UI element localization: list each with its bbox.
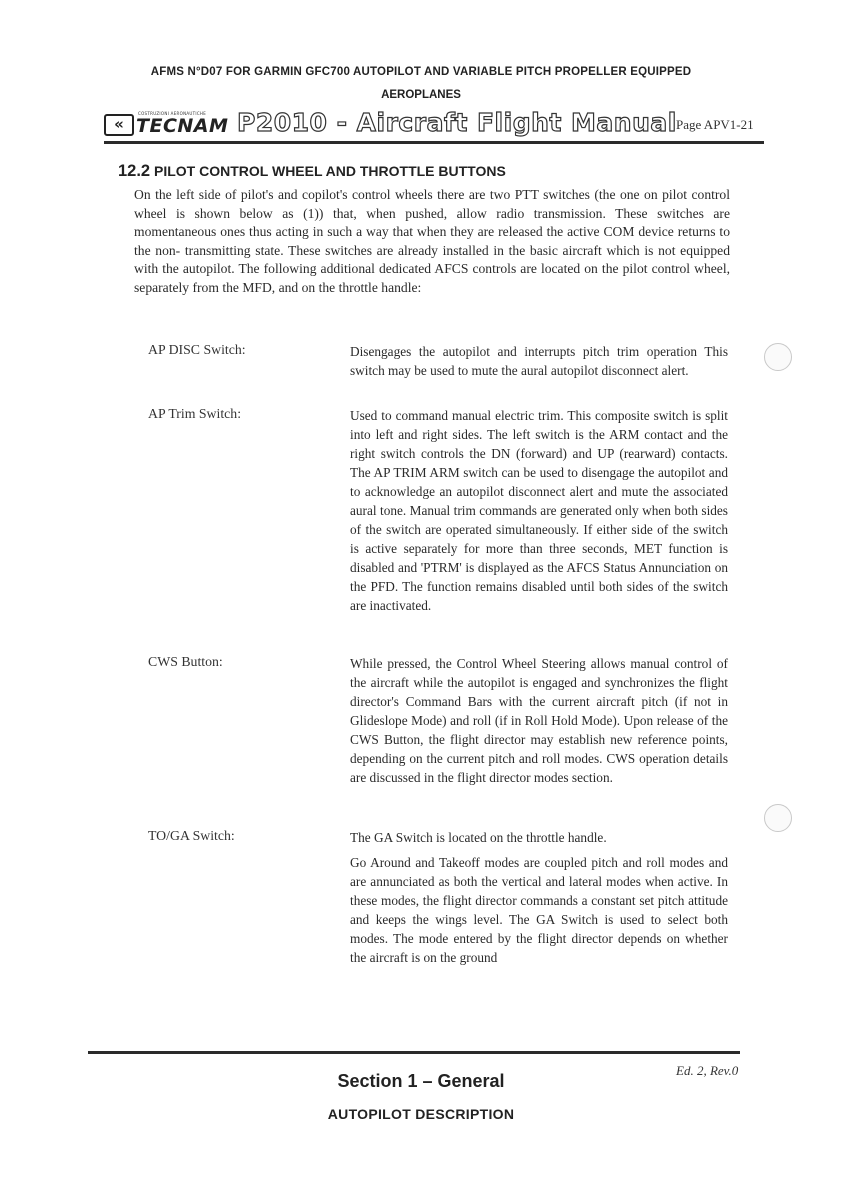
description-paragraph: The GA Switch is located on the throttle handle. — [350, 830, 607, 845]
description-paragraph: Go Around and Takeoff modes are coupled pitch and roll modes and are annunciated as both the vertical and lateral modes when active. In these modes, the flight director commands a constant set pitch attitude and keeps the wings level. The GA Switch is used to select both modes. The mode entered by the flight director depends on whether the aircraft is on the ground — [350, 855, 728, 965]
footer-subsection: AUTOPILOT DESCRIPTION — [327, 1106, 515, 1122]
control-description — [350, 828, 728, 967]
manual-title: P2010 - Aircraft Flight Manual — [237, 108, 677, 137]
afms-header-line2: AEROPLANES — [381, 89, 461, 101]
description-paragraph: Disengages the autopilot and interrupts pitch trim operation This switch may be used to mute the aural autopilot disconnect alert. — [350, 344, 728, 378]
section-number: 12.2 — [118, 162, 151, 180]
edition-label: Ed. 2, Rev.0 — [676, 1063, 739, 1078]
description-paragraph: Used to command manual electric trim. This composite switch is split into left and right sides. The left switch is the ARM contact and the right switch controls the DN (forward) and UP (rearward) contacts. The AP TRIM ARM switch can be used to disengage the autopilot and to acknowledge an autopilot disconnect alert and mute the associated aural tone. Manual trim commands are generated only when both sides of the switch are operated simultaneously. If either side of the switch is active separately for more than three seconds, MET function is disabled and 'PTRM' is displayed as the AFCS Status Annunciation on the PFD. The function remains disabled until both sides of the switch are inactivated. — [350, 408, 728, 613]
punch-hole — [764, 343, 792, 371]
control-term: AP Trim Switch: — [148, 406, 242, 421]
footer-rule — [88, 1051, 740, 1054]
logo-small-text: COSTRUZIONI AERONAUTICHE — [138, 111, 207, 116]
page-reference: Page APV1-21 — [676, 117, 754, 132]
control-term: AP DISC Switch: — [148, 342, 246, 357]
tecnam-logo — [104, 107, 229, 139]
control-term: CWS Button: — [148, 654, 223, 669]
section-heading — [118, 162, 506, 181]
afms-header-line1: AFMS N°D07 FOR GARMIN GFC700 AUTOPILOT AND VARIABLE PITCH PROPELLER EQUIPPED — [150, 66, 692, 78]
control-description — [350, 654, 728, 787]
header-rule — [104, 141, 764, 144]
punch-hole — [764, 804, 792, 832]
section-title: PILOT CONTROL WHEEL AND THROTTLE BUTTONS — [154, 163, 506, 179]
intro-paragraph: On the left side of pilot's and copilot's control wheels there are two PTT switches (the one on pilot control wheel is shown below as (1)) that, when pushed, allow radio transmission. These switches are momentaneous ones thus acting in such a way that when they are released the active COM device returns to the non- transmitting state. These switches are already installed in the basic aircraft which is not equipped with the autopilot. The following additional dedicated AFCS controls are located on the pilot control wheel, separately from the MFD, and on the throttle handle: — [134, 187, 730, 295]
footer-section-title: Section 1 – General — [337, 1071, 505, 1091]
description-paragraph: While pressed, the Control Wheel Steering allows manual control of the aircraft while the autopilot is engaged and synchronizes the flight director's Command Bars with the current aircraft pitch (if not in Glideslope Mode) and roll (if in Roll Hold Mode). Upon release of the CWS Button, the flight director may establish new reference points, depending on the current pitch and roll modes. CWS operation details are discussed in the flight director modes section. — [350, 656, 728, 785]
control-description — [350, 342, 728, 380]
control-term: TO/GA Switch: — [148, 828, 235, 843]
tecnam-chevron-icon: « — [104, 114, 134, 136]
control-description — [350, 406, 728, 615]
logo-word: TECNAM — [136, 115, 229, 137]
